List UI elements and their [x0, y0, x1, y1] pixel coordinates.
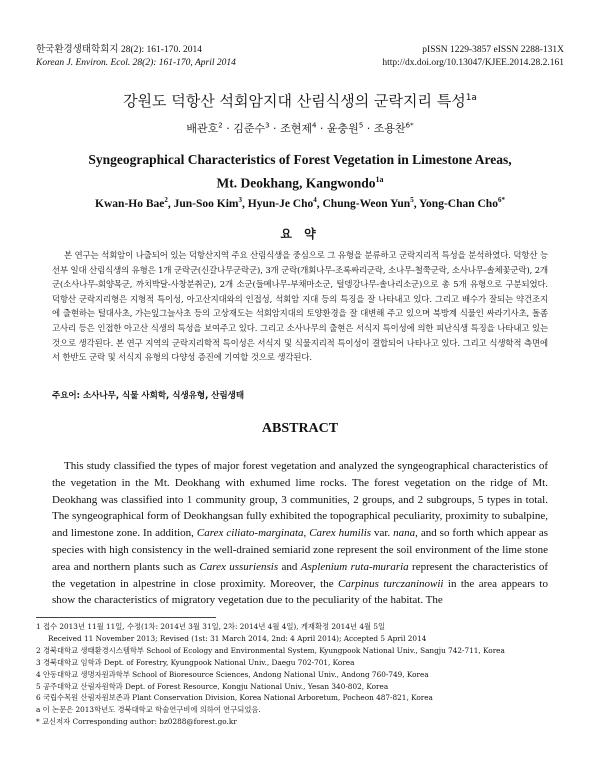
paper-title-ko [0, 90, 600, 111]
author-affiliation-mark: 3 [238, 196, 242, 204]
abstract-en-text: This study classified the types of major forest vegetation and analyzed the syngeographical characteristics of the vegetation in the Mt. Deokhang with exhumed lime rocks. The forest vegetation on the ridge of Mt. Deokhang was classified into 1 community group, 3 communities, 2 groups, and 2 subgroups, 5 types in total. The syngeographical form of Deokhangsan fully exhibited the topographical peculiarity, proximity to subalpine, and limestone zone. In addition, Carex ciliato-marginata, Carex humilis var. nana, and so forth which appear as species with high consistency in the well-drained semiarid zone represent the soil environment of the lime stone area and northern plants such as Carex ussuriensis and Asplenium ruta-muraria represent the characteristics of the vegetation in alpestrine in close proximity. Moreover, the Carpinus turczaninowii in the area appears to show the characteristics of migratory vegetation due to the peculiarity of the habitat. The [52, 460, 549, 607]
issn-doi-header [382, 44, 564, 70]
authors-ko: 배관호$^2$ · 김준수$^3$ · 조현제$^4$ · 윤충원$^5$ · 조용찬$^{6*}$ [186, 121, 414, 135]
abstract-ko-text: 본 연구는 석회암이 나출되어 있는 덕항산지역 주요 산림식생을 중심으로 그 유형을 분류하고 군락지리적 특성을 분석하였다. 덕항산 능선부 일대 산림식생의 유형은 1개 군락군(신갈나무군락군), 3개 군락(개회나무-조록싸리군락, 소나무-철쭉군락, 소사나무-솔체꽃군락), 2개 군(소사나무-회양목군, 까치박달-사창분취군), 2개 소군(들메나무-부채마소군, 털뎅강나무-솔나리소군)으로 총 5개 유형으로 구분되었다. 덕항산 군락지리형은 지형적 특이성, 아고산지대와의 인접성, 석회암 지대 등의 특징을 잘 나타내고 있다. 그리고 배수가 잘되는 약건조지에 출현하는 털대사초, 가는잎그늘사초 등의 고상재도는 석회암지대의 토양환경을 잘 대변해 주고 있으며 북방계 식물인 싸라기사초, 돌좀고사리 등은 인접한 아고산 식생의 특성을 보여주고 있다. 그리고 소사나무의 출현은 서식지 특이성에 의한 피난식생 특징을 나타내고 있는 것으로 생각된다. 본 연구 지역의 군락지리학적 특이성은 서식지 및 식물지리적 특이성이 결합되어 나타나고 있다. 그리고 식생학적 측면에서 한반도 군락 및 서식지 유형의 다양성 증진에 기여할 것으로 생각된다. [52, 250, 548, 363]
doi-link[interactable]: http://dx.doi.org/10.13047/KJEE.2014.28.2.161 [382, 58, 564, 68]
author-affiliation-mark: 6* [405, 121, 414, 130]
title-ko-text: 강원도 덕항산 석회암지대 산림식생의 군락지리 특성 [123, 92, 466, 110]
author-affiliation-mark: 5 [410, 196, 414, 204]
footnote: 6 국립수목원 산림자원보존과 Plant Conservation Division, Korea National Arboretum, Pocheon 487-821, Korea [36, 693, 433, 703]
author-affiliation-mark: 6* [497, 196, 505, 204]
species-name: Carex ciliato-marginata [196, 527, 304, 540]
footnote: * 교신저자 Corresponding author: bz0288@forest.go.kr [36, 717, 237, 727]
author-name: Jun-Soo Kim [173, 197, 239, 210]
abstract-en [52, 458, 548, 609]
title-ko-footnote-mark: 1a [465, 93, 477, 103]
footnote: 2 경북대학교 생태환경시스템학부 School of Ecology and Environmental System, Kyungpook National Univ., Sangju 742-711, Korea [36, 645, 505, 655]
species-name: Carpinus turczaninowii [338, 577, 444, 590]
footnote: a 이 논문은 2013학년도 경북대학교 학술연구비에 의하여 연구되었음. [36, 705, 261, 715]
author-affiliation-mark: 2 [164, 196, 168, 204]
footnotes [36, 621, 566, 728]
footnote: 5 공주대학교 산림자원학과 Dept. of Forest Resource, Kongju National Univ., Yesan 340-802, Korea [36, 681, 389, 691]
journal-header [36, 44, 236, 70]
footnote: 3 경북대학교 임학과 Dept. of Forestry, Kyungpook National Univ., Daegu 702-701, Korea [36, 657, 355, 667]
species-name: Carex ussuriensis [199, 560, 279, 573]
species-name: nana [393, 527, 416, 540]
journal-name-en: Korean J. Environ. Ecol. 28(2): 161-170, April 2014 [36, 58, 236, 68]
author-name: 윤충원 [326, 122, 359, 135]
footnote: Received 11 November 2013; Revised (1st: 31 March 2014, 2nd: 4 April 2014); Accepted 5 April 2014 [48, 633, 427, 643]
author-name: Chung-Weon Yun [322, 197, 411, 210]
author-affiliation-mark: 4 [311, 121, 317, 130]
species-name: Asplenium ruta-muraria [300, 560, 409, 573]
issn: pISSN 1229-3857 eISSN 2288-131X [422, 45, 564, 55]
author-affiliation-mark: 4 [313, 196, 317, 204]
footnote-divider [36, 617, 216, 618]
title-en-footnote-mark: 1a [375, 175, 384, 184]
author-name: Kwan-Ho Bae [95, 197, 165, 210]
paper-title-en [0, 150, 600, 194]
author-name: Hyun-Je Cho [247, 197, 314, 210]
keywords-ko: 주요어: 소사나무, 식물 사회학, 식생유형, 산림생태 [52, 391, 245, 401]
author-name: 조용찬 [373, 122, 406, 135]
author-affiliation-mark: 2 [218, 121, 223, 130]
author-affiliation-mark: 3 [265, 121, 270, 130]
author-name: 김준수 [233, 122, 266, 135]
title-en-line2: Mt. Deokhang, Kangwondo [216, 175, 376, 191]
authors-en: Kwan-Ho Bae$^2$, Jun-Soo Kim$^3$, Hyun-Je Cho$^4$, Chung-Weon Yun$^5$, Yong-Chan Cho$^{6*}$ [95, 196, 505, 210]
author-name: Yong-Chan Cho [419, 197, 498, 210]
author-name: 조현제 [280, 122, 312, 135]
species-name: Carex humilis [309, 527, 372, 540]
journal-name-ko: 한국환경생태학회지 28(2): 161-170. 2014 [36, 45, 202, 55]
footnote: 4 안동대학교 생명자원과학부 School of Bioresource Sciences, Andong National Univ., Andong 760-749, Korea [36, 669, 429, 679]
abstract-ko [52, 248, 548, 365]
abstract-heading: ABSTRACT [261, 421, 339, 436]
abstract-ko-heading: 요 약 [280, 227, 320, 241]
author-name: 배관호 [186, 122, 219, 135]
title-en-line1: Syngeographical Characteristics of Forest Vegetation in Limestone Areas, [88, 152, 512, 167]
author-affiliation-mark: 5 [358, 121, 364, 130]
footnote: 1 접수 2013년 11월 11일, 수정(1차: 2014년 3월 31일, 2차: 2014년 4월 4일), 게재확정 2014년 4월 5일 [36, 622, 386, 631]
